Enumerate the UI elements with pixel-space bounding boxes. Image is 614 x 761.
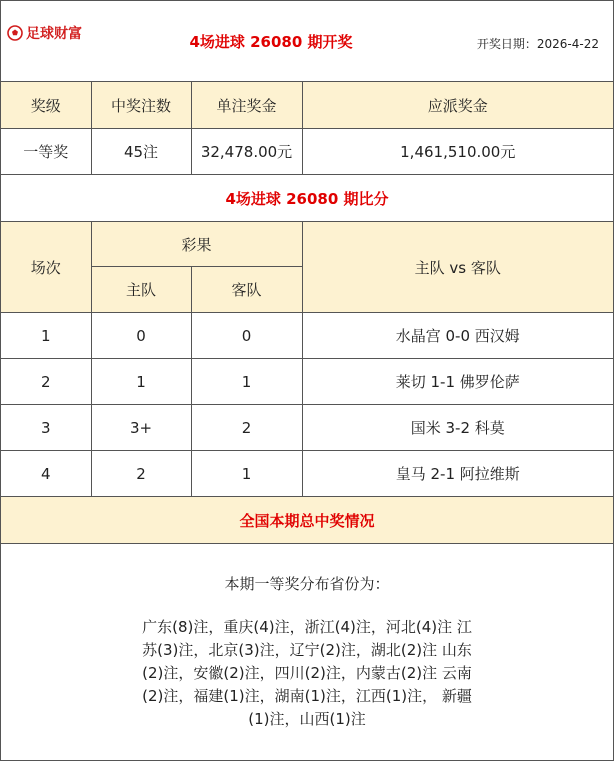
score-section-title: 4场进球 26080 期比分 xyxy=(1,175,613,222)
table-row xyxy=(1,405,613,451)
table-row xyxy=(1,313,613,359)
header xyxy=(1,1,613,81)
logo-text: 足球财富 xyxy=(26,26,82,42)
col-header-changci: 场次 xyxy=(1,222,91,313)
table-row xyxy=(1,451,613,497)
col-header-level: 奖级 xyxy=(1,82,91,129)
away-result: 2 xyxy=(191,405,302,451)
col-header-away: 客队 xyxy=(191,267,302,313)
summary-cell xyxy=(1,544,613,760)
match-score: 莱切 1-1 佛罗伦萨 xyxy=(302,359,613,405)
match-no: 4 xyxy=(1,451,91,497)
col-header-count: 中奖注数 xyxy=(91,82,191,129)
prize-level: 一等奖 xyxy=(1,129,91,175)
summary-row xyxy=(1,544,613,760)
prize-single: 32,478.00元 xyxy=(191,129,302,175)
prize-row xyxy=(1,129,613,175)
results-table xyxy=(1,81,613,760)
match-no: 2 xyxy=(1,359,91,405)
prize-total: 1,461,510.00元 xyxy=(302,129,613,175)
col-header-home: 主队 xyxy=(91,267,191,313)
col-header-match: 主队 vs 客队 xyxy=(302,222,613,313)
home-result: 2 xyxy=(91,451,191,497)
away-result: 1 xyxy=(191,359,302,405)
draw-date: 开奖日期：2026-4-22 xyxy=(476,37,599,51)
home-result: 0 xyxy=(91,313,191,359)
away-result: 0 xyxy=(191,313,302,359)
soccer-ball-icon xyxy=(7,25,23,41)
score-title-row xyxy=(1,175,613,222)
province-distribution: 广东(8)注，重庆(4)注，浙江(4)注，河北(4)注 江苏(3)注，北京(3)注，辽宁(2)注，湖北(2)注 山东(2)注，安徽(2)注，四川(2)注，内蒙古(2)注 云南(2)注，福建(1)注，湖南(1)注，江西(1)注， 新疆(1)注，山西(1)注 xyxy=(142,617,472,728)
col-header-single: 单注奖金 xyxy=(191,82,302,129)
page-title: 4场进球 26080 期开奖 xyxy=(189,33,353,51)
summary-title-row xyxy=(1,497,613,544)
home-result: 1 xyxy=(91,359,191,405)
prize-count: 45注 xyxy=(91,129,191,175)
home-result: 3+ xyxy=(91,405,191,451)
away-result: 1 xyxy=(191,451,302,497)
col-header-caiguo: 彩果 xyxy=(91,222,302,267)
score-header-row-1 xyxy=(1,222,613,267)
match-score: 皇马 2-1 阿拉维斯 xyxy=(302,451,613,497)
brand-logo[interactable] xyxy=(7,23,82,43)
match-no: 3 xyxy=(1,405,91,451)
match-score: 国米 3-2 科莫 xyxy=(302,405,613,451)
col-header-total: 应派奖金 xyxy=(302,82,613,129)
match-score: 水晶宫 0-0 西汉姆 xyxy=(302,313,613,359)
table-row xyxy=(1,359,613,405)
match-no: 1 xyxy=(1,313,91,359)
prize-header-row xyxy=(1,82,613,129)
summary-title: 全国本期总中奖情况 xyxy=(1,497,613,544)
summary-intro: 本期一等奖分布省份为： xyxy=(224,574,390,593)
